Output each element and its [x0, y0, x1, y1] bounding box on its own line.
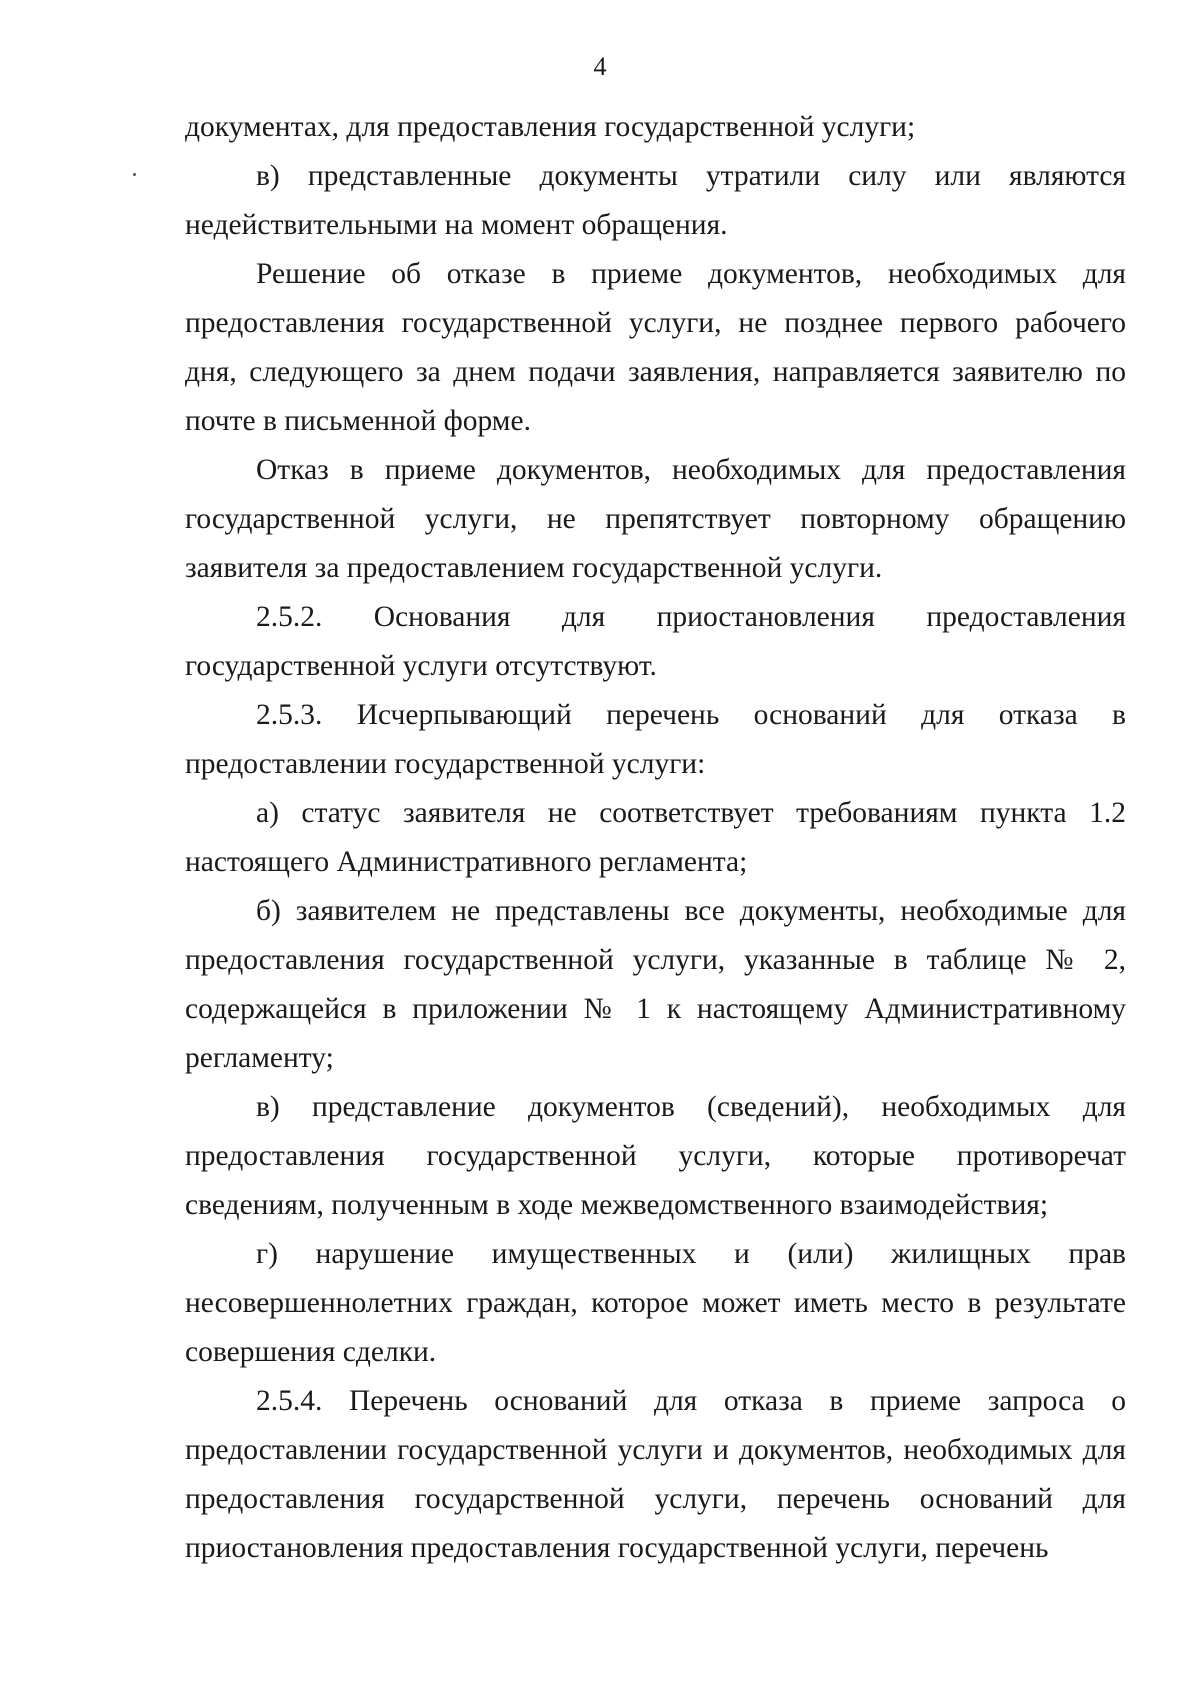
paragraph-refusal-decision: Решение об отказе в приеме документов, необходимых для предоставления государственной услуги, не позднее первого рабочего дня, следующего за днем подачи заявления, направляется заявителю по почте в письменной форме. — [185, 258, 1126, 437]
document-body — [185, 103, 1126, 1573]
paragraph-2-5-4: 2.5.4. Перечень оснований для отказа в приеме запроса о предоставлении государственной услуги и документов, необходимых для предоставления государственной услуги, перечень оснований для приостановления предоставления государственной услуги, перечень — [185, 1385, 1126, 1564]
paragraph-item-a: а) статус заявителя не соответствует требованиям пункта 1.2 настоящего Административного регламента; — [185, 797, 1126, 878]
paragraph-refusal-no-obstacle: Отказ в приеме документов, необходимых для предоставления государственной услуги, не препятствует повторному обращению заявителя за предоставлением государственной услуги. — [185, 454, 1126, 584]
paragraph-item-v-invalid-documents: в) представленные документы утратили силу или являются недействительными на момент обращения. — [185, 160, 1126, 241]
page-number: 4 — [593, 52, 607, 81]
paragraph-2-5-3: 2.5.3. Исчерпывающий перечень оснований для отказа в предоставлении государственной услуги: — [185, 699, 1126, 780]
paragraph-item-b: б) заявителем не представлены все документы, необходимые для предоставления государственной услуги, указанные в таблице № 2, содержащейся в приложении № 1 к настоящему Административному регламенту; — [185, 895, 1126, 1074]
paragraph-2-5-2: 2.5.2. Основания для приостановления предоставления государственной услуги отсутствуют. — [185, 601, 1126, 682]
scan-speck — [133, 173, 136, 176]
paragraph-continuation: документах, для предоставления государственной услуги; — [185, 111, 916, 143]
paragraph-item-g: г) нарушение имущественных и (или) жилищных прав несовершеннолетних граждан, которое может иметь место в результате совершения сделки. — [185, 1238, 1126, 1368]
paragraph-item-v: в) представление документов (сведений), необходимых для предоставления государственной услуги, которые противоречат сведениям, полученным в ходе межведомственного взаимодействия; — [185, 1091, 1126, 1221]
